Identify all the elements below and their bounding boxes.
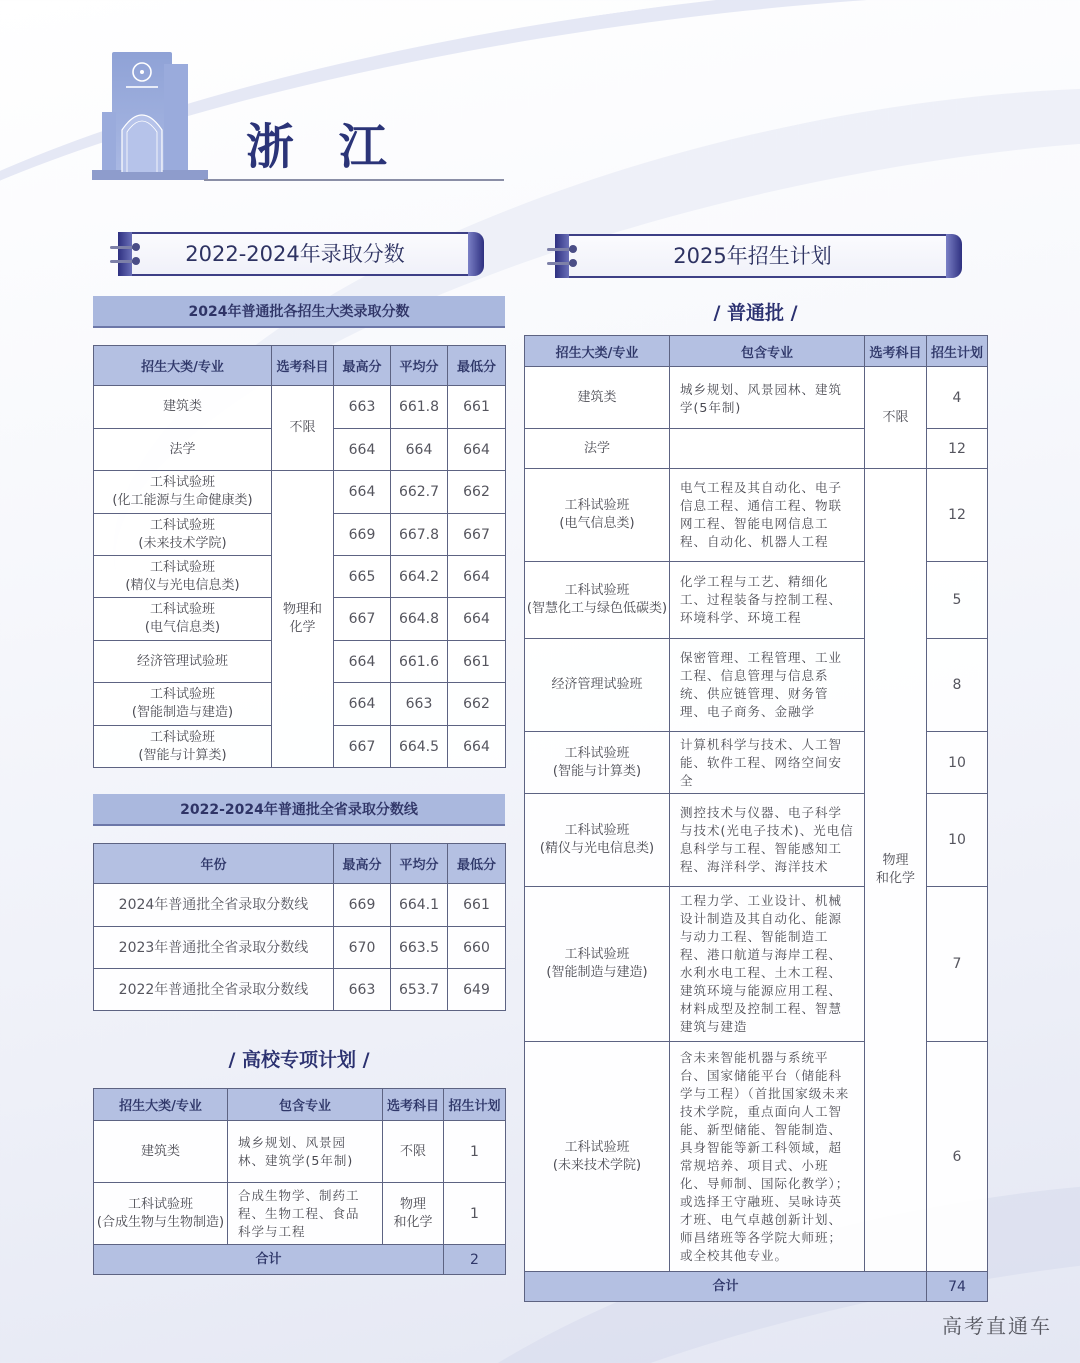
major-line: 工科试验班 <box>149 602 215 617</box>
max-score: 663 <box>334 386 391 429</box>
province-title: 浙 江 <box>246 119 401 175</box>
table-row <box>525 367 988 429</box>
col-header: 招生计划 <box>927 336 988 367</box>
table-row <box>525 469 988 562</box>
subject-line: 物理 <box>399 1196 426 1212</box>
max-score: 669 <box>334 514 391 556</box>
included-majors: 工程力学、工业设计、机械设计制造及其自动化、能源与动力工程、智能制造工程、港口航道与海岸工程、水利水电工程、土木工程、建筑环境与能源应用工程、材料成型及控制工程、智慧建筑与建造 <box>670 887 865 1042</box>
major-line: 工科试验班 <box>564 583 630 598</box>
avg-score: 661.6 <box>391 641 448 683</box>
table-header-row <box>94 346 506 386</box>
table2-title: 2022-2024年普通批全省录取分数线 <box>93 794 505 826</box>
major-subline: (智能与计算类) <box>138 747 227 763</box>
major-subline: (未来技术学院) <box>138 535 227 551</box>
col-header: 最低分 <box>448 346 506 386</box>
total-label: 合计 <box>94 1245 444 1275</box>
major-name <box>94 556 272 598</box>
major-name: 法学 <box>94 429 272 471</box>
col-header: 招生计划 <box>444 1089 506 1121</box>
max-score: 663 <box>334 969 391 1011</box>
included-majors: 城乡规划、风景园林、建筑学(5年制) <box>228 1121 383 1183</box>
col-header: 年份 <box>94 844 334 884</box>
major-line: 工科试验班 <box>149 687 215 702</box>
subject-line: 和化学 <box>393 1214 433 1230</box>
subject-line: 和化学 <box>875 871 915 886</box>
plan-count: 12 <box>927 469 988 562</box>
table1-title: 2024年普通批各招生大类录取分数 <box>93 296 505 328</box>
subject-requirement <box>865 469 927 1272</box>
watermark: 高考直通车 <box>942 1314 1052 1338</box>
min-score: 661 <box>448 641 506 683</box>
major-name: 建筑类 <box>94 1121 228 1183</box>
major-name: 建筑类 <box>525 367 670 429</box>
col-header: 包含专业 <box>670 336 865 367</box>
major-name <box>94 683 272 726</box>
section-banner-plan <box>555 234 948 278</box>
total-count: 2 <box>444 1245 506 1275</box>
year-label: 2022年普通批全省录取分数线 <box>94 969 334 1011</box>
major-subline: (合成生物与生物制造) <box>96 1214 225 1230</box>
major-line: 工科试验班 <box>564 947 630 962</box>
min-score: 661 <box>448 884 506 927</box>
major-subline: (电气信息类) <box>144 620 221 635</box>
major-line: 工科试验班 <box>564 1139 630 1155</box>
col-header: 招生大类/专业 <box>525 336 670 367</box>
plan-count: 10 <box>927 794 988 887</box>
plan-count: 1 <box>444 1183 506 1245</box>
max-score: 665 <box>334 556 391 598</box>
min-score: 664 <box>448 598 506 641</box>
avg-score: 663 <box>391 683 448 726</box>
plan-count: 10 <box>927 732 988 794</box>
avg-score: 664.8 <box>391 598 448 641</box>
major-name <box>94 598 272 641</box>
major-name <box>525 732 670 794</box>
major-name <box>94 1183 228 1245</box>
max-score: 667 <box>334 598 391 641</box>
banner-tab <box>946 234 962 278</box>
subject-requirement: 不限 <box>865 367 927 469</box>
total-label: 合计 <box>525 1272 927 1302</box>
included-majors: 含未来智能机器与系统平台、国家储能平台（储能科学与工程）（首批国家级未来技术学院，重点面向人工智能、新型储能、智能制造、具身智能等新工科领域，超常规培养、项目式、小班化、导师制、国际化教学）；或选择王守融班、吴咏诗英才班、电气卓越创新计划、师昌绪班等各学院大师班；或全校其他专业。 <box>670 1042 865 1272</box>
included-majors: 合成生物学、制药工程、生物工程、食品科学与工程 <box>228 1183 383 1245</box>
max-score: 664 <box>334 641 391 683</box>
included-majors: 保密管理、工程管理、工业工程、信息管理与信息系统、供应链管理、财务管理、电子商务、金融学 <box>670 639 865 732</box>
table-header-row <box>94 1089 506 1121</box>
batch-title: / 普通批 / <box>713 302 798 324</box>
table-row <box>94 884 506 927</box>
table-row <box>94 1121 506 1183</box>
major-name: 经济管理试验班 <box>525 639 670 732</box>
special-plan-title: / 高校专项计划 / <box>228 1049 370 1071</box>
min-score: 661 <box>448 386 506 429</box>
major-line: 工科试验班 <box>564 823 630 838</box>
major-name <box>94 726 272 768</box>
province-cutoff-table <box>93 843 506 1011</box>
table-row <box>94 471 506 514</box>
avg-score: 653.7 <box>391 969 448 1011</box>
major-line: 工科试验班 <box>149 559 215 575</box>
table-header-row <box>94 844 506 884</box>
col-header: 选考科目 <box>383 1089 444 1121</box>
header-divider <box>204 179 504 181</box>
plan-count: 12 <box>927 429 988 469</box>
category-scores-table <box>93 345 506 768</box>
avg-score: 662.7 <box>391 471 448 514</box>
major-line: 工科试验班 <box>149 729 215 745</box>
plan-count: 6 <box>927 1042 988 1272</box>
subject-line: 化学 <box>289 620 316 635</box>
total-row <box>94 1245 506 1275</box>
major-subline: (精仪与光电信息类) <box>539 841 655 856</box>
province-header <box>92 50 504 185</box>
major-name <box>525 469 670 562</box>
year-label: 2023年普通批全省录取分数线 <box>94 927 334 969</box>
total-count: 74 <box>927 1272 988 1302</box>
plan-count: 8 <box>927 639 988 732</box>
enrollment-plan-table <box>524 335 988 1302</box>
avg-score: 664.5 <box>391 726 448 768</box>
avg-score: 664 <box>391 429 448 471</box>
major-name <box>525 1042 670 1272</box>
min-score: 667 <box>448 514 506 556</box>
plan-count: 1 <box>444 1121 506 1183</box>
min-score: 662 <box>448 471 506 514</box>
included-majors: 城乡规划、风景园林、建筑学(5年制) <box>670 367 865 429</box>
subject-requirement: 不限 <box>272 386 334 471</box>
subject-line: 物理和 <box>282 602 322 617</box>
col-header: 选考科目 <box>865 336 927 367</box>
total-row <box>525 1272 988 1302</box>
major-name: 经济管理试验班 <box>94 641 272 683</box>
avg-score: 663.5 <box>391 927 448 969</box>
section-banner-scores <box>118 232 470 276</box>
max-score: 664 <box>334 471 391 514</box>
subject-requirement <box>272 471 334 768</box>
major-subline: (智能制造与建造) <box>546 965 648 980</box>
major-name: 建筑类 <box>94 386 272 429</box>
table-row <box>94 969 506 1011</box>
min-score: 662 <box>448 683 506 726</box>
min-score: 664 <box>448 726 506 768</box>
min-score: 664 <box>448 556 506 598</box>
table-header-row <box>525 336 988 367</box>
banner-tab <box>468 232 484 276</box>
avg-score: 667.8 <box>391 514 448 556</box>
university-gate-icon <box>92 52 208 180</box>
col-header: 包含专业 <box>228 1089 383 1121</box>
col-header: 平均分 <box>391 346 448 386</box>
plan-count: 7 <box>927 887 988 1042</box>
col-header: 最高分 <box>334 346 391 386</box>
plan-count: 5 <box>927 562 988 639</box>
major-name <box>525 562 670 639</box>
major-subline: (智能制造与建造) <box>131 705 234 720</box>
col-header: 选考科目 <box>272 346 334 386</box>
banner-title: 2022-2024年录取分数 <box>185 242 405 266</box>
major-name <box>525 887 670 1042</box>
major-subline: (智慧化工与绿色低碳类) <box>526 601 668 616</box>
plan-count: 4 <box>927 367 988 429</box>
max-score: 667 <box>334 726 391 768</box>
included-majors: 测控技术与仪器、电子科学与技术(光电子技术)、光电信息科学与工程、智能感知工程、海洋科学、海洋技术 <box>670 794 865 887</box>
max-score: 664 <box>334 683 391 726</box>
year-label: 2024年普通批全省录取分数线 <box>94 884 334 927</box>
major-subline: (智能与计算类) <box>552 763 642 779</box>
col-header: 最低分 <box>448 844 506 884</box>
major-line: 工科试验班 <box>149 475 215 490</box>
included-majors: 计算机科学与技术、人工智能、软件工程、网络空间安全 <box>670 732 865 794</box>
col-header: 招生大类/专业 <box>94 1089 228 1121</box>
major-subline: (化工能源与生命健康类) <box>112 493 253 508</box>
major-line: 工科试验班 <box>127 1196 193 1212</box>
min-score: 660 <box>448 927 506 969</box>
included-majors: 化学工程与工艺、精细化工、过程装备与控制工程、环境科学、环境工程 <box>670 562 865 639</box>
major-line: 工科试验班 <box>564 745 630 761</box>
major-subline: (电气信息类) <box>559 516 635 531</box>
banner-title: 2025年招生计划 <box>673 244 832 268</box>
max-score: 669 <box>334 884 391 927</box>
major-subline: (未来技术学院) <box>552 1157 642 1173</box>
major-name <box>94 471 272 514</box>
major-name: 法学 <box>525 429 670 469</box>
special-plan-table <box>93 1088 506 1275</box>
major-line: 工科试验班 <box>149 517 215 533</box>
col-header: 平均分 <box>391 844 448 884</box>
max-score: 664 <box>334 429 391 471</box>
avg-score: 661.8 <box>391 386 448 429</box>
included-majors: 电气工程及其自动化、电子信息工程、通信工程、物联网工程、智能电网信息工程、自动化、机器人工程 <box>670 469 865 562</box>
major-subline: (精仪与光电信息类) <box>125 577 240 593</box>
major-name <box>94 514 272 556</box>
included-majors <box>670 429 865 469</box>
table-row <box>94 1183 506 1245</box>
subject-line: 物理 <box>882 853 909 868</box>
major-line: 工科试验班 <box>564 498 630 513</box>
avg-score: 664.2 <box>391 556 448 598</box>
col-header: 招生大类/专业 <box>94 346 272 386</box>
subject-requirement: 不限 <box>383 1121 444 1183</box>
major-name <box>525 794 670 887</box>
table-row <box>94 927 506 969</box>
min-score: 664 <box>448 429 506 471</box>
subject-requirement <box>383 1183 444 1245</box>
avg-score: 664.1 <box>391 884 448 927</box>
table-row <box>94 386 506 429</box>
col-header: 最高分 <box>334 844 391 884</box>
max-score: 670 <box>334 927 391 969</box>
min-score: 649 <box>448 969 506 1011</box>
